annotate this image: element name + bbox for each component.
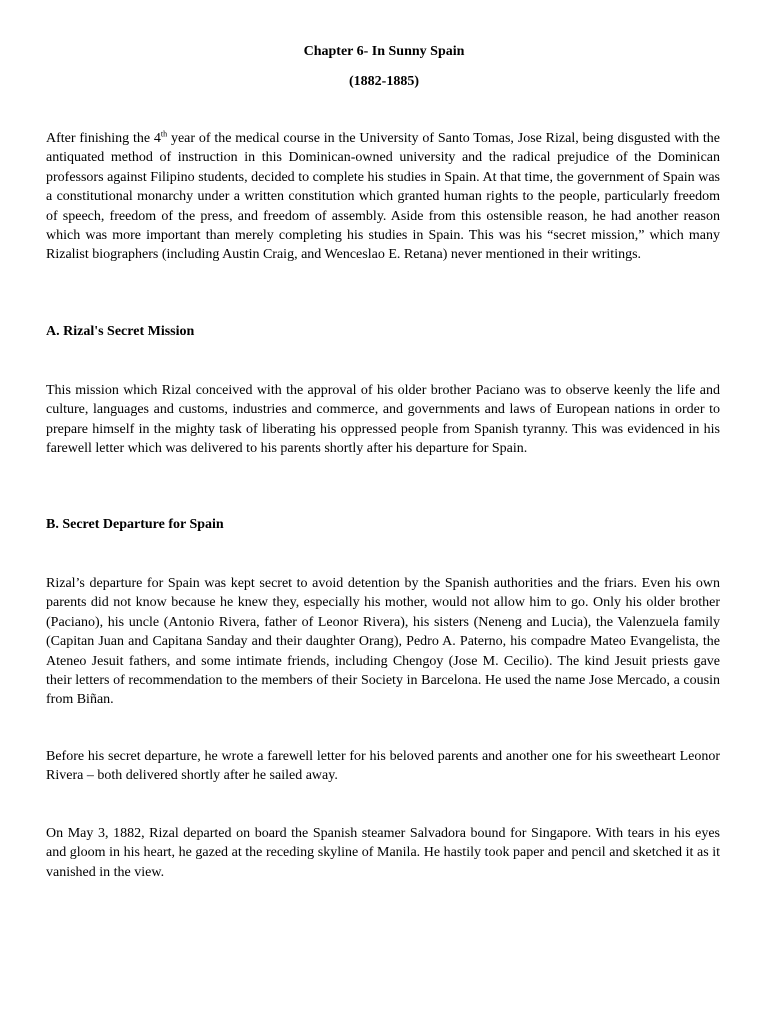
intro-text-rest: year of the medical course in the University of Santo Tomas, Jose Rizal, being disgusted with the antiquated method of instruction in this Dominican-owned university and the radical prejudice of the Dominican professors against Filipino students, decided to complete his studies in Spain. At that time, the government of Spain was a constitutional monarchy under a written constitution which granted human rights to the people, particularly freedom of speech, freedom of the press, and freedom of assembly. Aside from this ostensible reason, he had another reason which was more important than merely completing his studies in Spain. This was his “secret mission,” which many Rizalist biographers (including Austin Craig, and Wenceslao E. Retana) never mentioned in their writings. bbox=[46, 131, 721, 263]
section-b-paragraph-1: Rizal’s departure for Spain was kept secret to avoid detention by the Spanish authorities and the friars. Even his own parents did not know because he knew they, especially his mother, would not allow him to go. Only his older brother (Paciano), his uncle (Antonio Rivera, father of Leonor Rivera), his sisters (Neneng and Lucia), the Valenzuela family (Capitan Juan and Capitana Sanday and their daughter Orang), Pedro A. Paterno, his compadre Mateo Evangelista, the Ateneo Jesuit fathers, and some intimate friends, including Chengoy (Jose M. Cecilio). The kind Jesuit priests gave their letters of recommendation to the members of their Society in Barcelona. He used the name Jose Mercado, a cousin from Biñan. bbox=[46, 576, 720, 708]
chapter-title: Chapter 6- In Sunny Spain bbox=[303, 44, 465, 59]
section-b-paragraph-2: Before his secret departure, he wrote a farewell letter for his beloved parents and another one for his sweetheart Leonor Rivera – both delivered shortly after he sailed away. bbox=[46, 749, 720, 784]
section-b-paragraph-3: On May 3, 1882, Rizal departed on board the Spanish steamer Salvadora bound for Singapore. With tears in his eyes and gloom in his heart, he gazed at the receding skyline of Manila. He hastily took paper and pencil and sketched it as it vanished in the view. bbox=[46, 826, 720, 880]
intro-text-start: After finishing the 4 bbox=[46, 131, 161, 146]
section-b-heading: B. Secret Departure for Spain bbox=[46, 517, 224, 532]
intro-paragraph bbox=[46, 129, 720, 265]
ordinal-superscript: th bbox=[160, 129, 168, 139]
section-a-heading: A. Rizal's Secret Mission bbox=[46, 324, 195, 339]
section-a-paragraph: This mission which Rizal conceived with the approval of his older brother Paciano was to observe keenly the life and culture, languages and customs, industries and commerce, and governments and laws of European nations in order to prepare himself in the mighty task of liberating his oppressed people from Spanish tyranny. This was evidenced in his farewell letter which was delivered to his parents shortly after his departure for Spain. bbox=[46, 383, 720, 457]
chapter-years: (1882-1885) bbox=[349, 74, 419, 89]
